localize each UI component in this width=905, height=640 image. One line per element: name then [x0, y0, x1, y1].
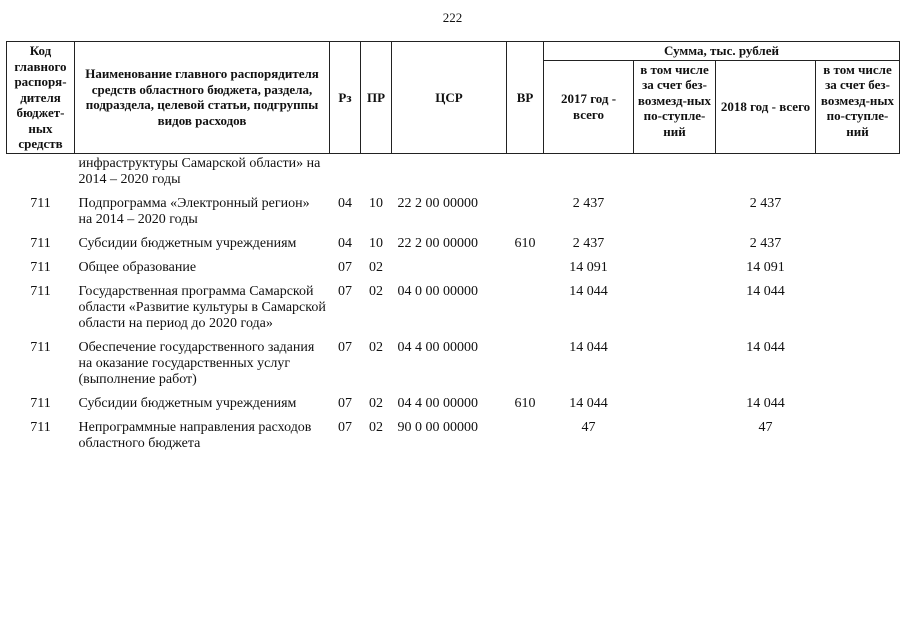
cell-name: Субсидии бюджетным учреждениям — [78, 235, 297, 251]
cell-pr: 02 — [369, 339, 383, 355]
cell-name: Обеспечение государственного задания на оказание государственных услуг (выполнение работ) — [78, 339, 315, 387]
cell-csr — [392, 252, 507, 276]
table-row — [7, 388, 900, 412]
cell-vr — [507, 276, 544, 332]
cell-s2017: 14 091 — [569, 259, 608, 275]
cell-s2017: 47 — [581, 419, 596, 435]
cell-rz: 07 — [338, 339, 352, 355]
cell-csr: 90 0 00 00000 — [397, 419, 478, 435]
cell-vr — [507, 412, 544, 452]
cell-rz: 04 — [338, 195, 352, 211]
cell-vr — [507, 188, 544, 228]
cell-vr — [507, 332, 544, 388]
cell-vr — [507, 252, 544, 276]
cell-code: 711 — [30, 419, 51, 435]
cell-i2018 — [816, 228, 900, 252]
cell-csr: 04 4 00 00000 — [397, 395, 478, 411]
cell-csr: 04 4 00 00000 — [397, 339, 478, 355]
cell-s2018: 47 — [758, 419, 773, 435]
header-code: Код главного распоря-дителя бюджет-ных средств — [7, 42, 75, 154]
cell-rz: 07 — [338, 419, 352, 435]
cell-rz: 07 — [338, 283, 352, 299]
cell-csr: 22 2 00 00000 — [397, 195, 478, 211]
cell-s2018: 14 044 — [746, 339, 785, 355]
cell-i2018 — [816, 252, 900, 276]
cell-i2018 — [816, 188, 900, 228]
cell-name: Субсидии бюджетным учреждениям — [78, 395, 297, 411]
cell-name: Общее образование — [78, 259, 197, 275]
cell-i2017 — [634, 276, 716, 332]
table-row — [7, 252, 900, 276]
cell-name: инфраструктуры Самарской области» на 2014 – 2020 годы — [78, 155, 321, 187]
cell-vr: 610 — [514, 235, 536, 251]
header-name: Наименование главного распорядителя средств областного бюджета, раздела, подраздела, целевой статьи, подгруппы видов расходов — [75, 42, 330, 154]
cell-code: 711 — [30, 339, 51, 355]
cell-pr: 02 — [369, 259, 383, 275]
cell-code: 711 — [30, 395, 51, 411]
table-row — [7, 153, 900, 188]
header-csr: ЦСР — [392, 42, 507, 154]
cell-pr — [361, 153, 392, 188]
cell-s2017: 14 044 — [569, 395, 608, 411]
table-row — [7, 228, 900, 252]
cell-i2017 — [634, 252, 716, 276]
cell-code: 711 — [30, 235, 51, 251]
table-row — [7, 188, 900, 228]
cell-rz — [330, 153, 361, 188]
cell-s2018: 2 437 — [749, 235, 782, 251]
cell-pr: 02 — [369, 395, 383, 411]
cell-pr: 10 — [369, 235, 383, 251]
cell-s2018: 14 044 — [746, 283, 785, 299]
cell-s2017: 2 437 — [572, 235, 605, 251]
header-2018-included: в том числе за счет без-возмезд-ных по-ступле-ний — [816, 60, 900, 153]
cell-name: Непрограммные направления расходов областного бюджета — [78, 419, 312, 451]
table-body — [7, 153, 900, 452]
table-row — [7, 412, 900, 452]
cell-s2018: 2 437 — [749, 195, 782, 211]
header-2018-total: 2018 год - всего — [716, 60, 816, 153]
header-rz: Рз — [330, 42, 361, 154]
page-number: 222 — [442, 10, 463, 25]
cell-vr — [507, 153, 544, 188]
header-sum-group: Сумма, тыс. рублей — [544, 42, 900, 61]
cell-i2017 — [634, 188, 716, 228]
cell-s2017: 14 044 — [569, 339, 608, 355]
cell-code: 711 — [30, 259, 51, 275]
cell-i2018 — [816, 276, 900, 332]
cell-csr — [392, 153, 507, 188]
header-vr: ВР — [507, 42, 544, 154]
cell-i2017 — [634, 228, 716, 252]
cell-code — [7, 153, 75, 188]
cell-i2017 — [634, 153, 716, 188]
cell-s2018 — [716, 153, 816, 188]
budget-table — [6, 41, 900, 452]
table-header — [7, 42, 900, 154]
table-row — [7, 332, 900, 388]
header-2017-total: 2017 год - всего — [544, 60, 634, 153]
cell-rz: 04 — [338, 235, 352, 251]
cell-rz: 07 — [338, 259, 352, 275]
cell-code: 711 — [30, 283, 51, 299]
header-pr: ПР — [361, 42, 392, 154]
cell-name: Государственная программа Самарской области «Развитие культуры в Самарской области на период до 2020 года» — [78, 283, 326, 331]
cell-pr: 02 — [369, 283, 383, 299]
cell-pr: 10 — [369, 195, 383, 211]
cell-csr: 22 2 00 00000 — [397, 235, 478, 251]
cell-pr: 02 — [369, 419, 383, 435]
cell-s2017 — [544, 153, 634, 188]
cell-i2017 — [634, 332, 716, 388]
cell-s2017: 14 044 — [569, 283, 608, 299]
cell-i2017 — [634, 412, 716, 452]
table-row — [7, 276, 900, 332]
cell-s2018: 14 044 — [746, 395, 785, 411]
cell-vr: 610 — [514, 395, 536, 411]
cell-i2018 — [816, 388, 900, 412]
cell-i2018 — [816, 412, 900, 452]
cell-i2018 — [816, 332, 900, 388]
cell-s2018: 14 091 — [746, 259, 785, 275]
header-2017-included: в том числе за счет без-возмезд-ных по-ступле-ний — [634, 60, 716, 153]
cell-i2018 — [816, 153, 900, 188]
cell-code: 711 — [30, 195, 51, 211]
cell-csr: 04 0 00 00000 — [397, 283, 478, 299]
cell-rz: 07 — [338, 395, 352, 411]
cell-s2017: 2 437 — [572, 195, 605, 211]
cell-name: Подпрограмма «Электронный регион» на 2014 – 2020 годы — [78, 195, 310, 227]
cell-i2017 — [634, 388, 716, 412]
